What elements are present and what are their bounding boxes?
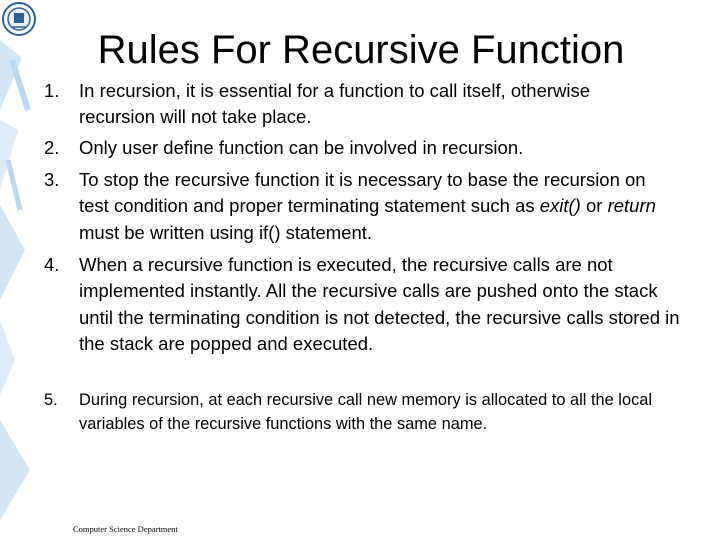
rule-number: 3. — [44, 169, 60, 190]
rule-text: When a recursive function is executed, the recursive calls are not implemented instantly. All the recursive calls are pushed onto the stack until the terminating condition is not detected, the recursive calls stored in the stack are popped and executed. — [79, 254, 680, 355]
rule-number: 1. — [44, 80, 60, 101]
rule-text: During recursion, at each recursive call new memory is allocated to all the local variables of the recursive functions with the same name. — [79, 391, 653, 433]
rule-text: To stop the recursive function it is necessary to base the recursion on test condition and proper terminating statement such as exit() or return must be written using if() statement. — [79, 169, 656, 243]
code-return: return — [607, 195, 656, 217]
slide-title: Rules For Recursive Function — [97, 28, 625, 72]
rule-number: 4. — [44, 254, 60, 275]
rule-number: 5. — [44, 391, 58, 409]
code-exit: exit() — [539, 195, 581, 217]
rule-text: In recursion, it is essential for a function to call itself, otherwise recursion will not take place. — [79, 80, 591, 128]
rule-text: Only user define function can be involved in recursion. — [79, 137, 524, 158]
footer-department: Computer Science Department — [73, 524, 178, 534]
rule-number: 2. — [44, 137, 60, 158]
